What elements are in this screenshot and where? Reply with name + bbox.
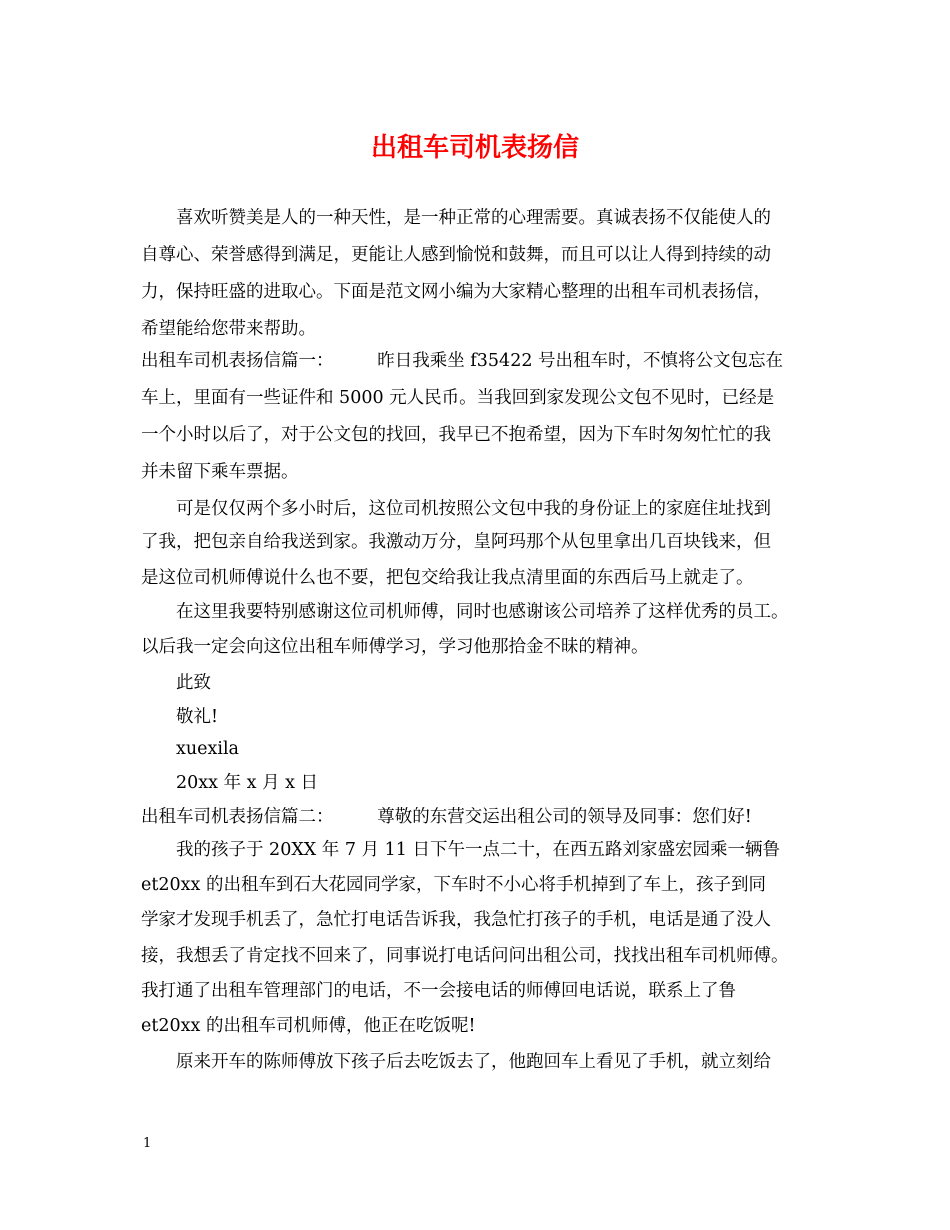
paragraph-line: 力，保持旺盛的进取心。下面是范文网小编为大家精心整理的出租车司机表扬信，: [141, 282, 771, 302]
paragraph-line: 喜欢听赞美是人的一种天性，是一种正常的心理需要。真诚表扬不仅能使人的: [141, 208, 771, 228]
paragraph-line: 自尊心、荣誉感得到满足，更能让人感到愉悦和鼓舞，而且可以让人得到持续的动: [141, 245, 771, 265]
paragraph-line: xuexila: [141, 739, 239, 759]
paragraph-line: 敬礼!: [141, 707, 219, 727]
paragraph-line: 一个小时以后了，对于公文包的找回，我早已不抱希望，因为下车时匆匆忙忙的我: [141, 425, 771, 445]
paragraph-line: 原来开车的陈师傅放下孩子后去吃饭去了，他跑回车上看见了手机，就立刻给: [141, 1052, 771, 1072]
paragraph-line: 接，我想丢了肯定找不回来了，同事说打电话问问出租公司，找找出租车司机师傅。: [141, 946, 789, 966]
paragraph-line: et20xx 的出租车到石大花园同学家，下车时不小心将手机掉到了车上，孩子到同: [141, 875, 766, 895]
paragraph-line: 希望能给您带来帮助。: [141, 319, 316, 339]
paragraph-line: 我的孩子于 20XX 年 7 月 11 日下午一点二十，在西五路刘家盛宏园乘一辆鲁: [141, 840, 780, 860]
paragraph-line: 可是仅仅两个多小时后，这位司机按照公文包中我的身份证上的家庭住址找到: [141, 499, 771, 519]
paragraph-line: 在这里我要特别感谢这位司机师傅，同时也感谢该公司培养了这样优秀的员工。: [141, 602, 789, 622]
paragraph-line: 出租车司机表扬信篇一： 昨日我乘坐 f35422 号出租车时，不慎将公文包忘在: [141, 351, 784, 371]
document-title: 出租车司机表扬信: [370, 133, 579, 163]
paragraph-line: 我打通了出租车管理部门的电话，不一会接电话的师傅回电话说，联系上了鲁: [141, 981, 736, 1001]
paragraph-line: 了我，把包亲自给我送到家。我激动万分，皇阿玛那个从包里拿出几百块钱来，但: [141, 532, 771, 552]
paragraph-line: 车上，里面有一些证件和 5000 元人民币。当我回到家发现公文包不见时，已经是: [141, 388, 775, 408]
paragraph-line: et20xx 的出租车司机师傅，他正在吃饭呢!: [141, 1016, 476, 1036]
paragraph-line: 是这位司机师傅说什么也不要，把包交给我让我点清里面的东西后马上就走了。: [141, 568, 754, 588]
paragraph-line: 出租车司机表扬信篇二： 尊敬的东营交运出租公司的领导及同事：您们好!: [141, 807, 752, 827]
page-number: 1: [143, 1136, 152, 1151]
paragraph-line: 并未留下乘车票据。: [141, 462, 299, 482]
paragraph-line: 学家才发现手机丢了，急忙打电话告诉我，我急忙打孩子的手机，电话是通了没人: [141, 910, 771, 930]
paragraph-line: 以后我一定会向这位出租车师傅学习，学习他那拾金不昧的精神。: [141, 637, 649, 657]
paragraph-line: 此致: [141, 673, 211, 693]
paragraph-line: 20xx 年 x 月 x 日: [141, 773, 319, 793]
